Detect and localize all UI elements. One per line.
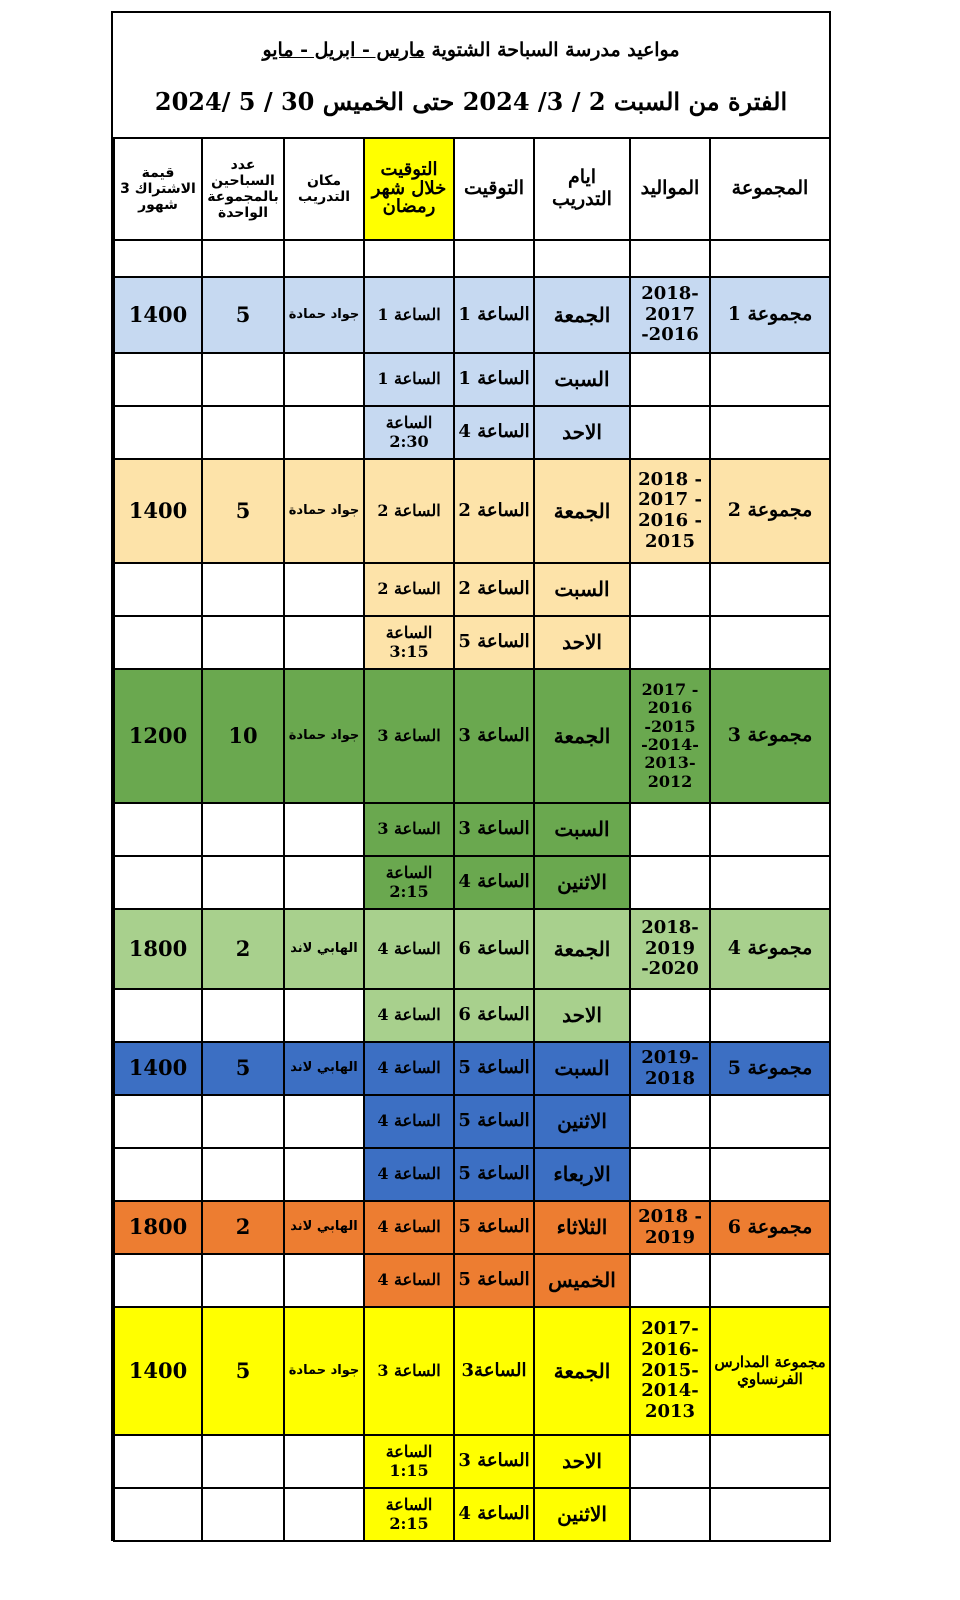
table-row [114, 1488, 830, 1541]
training-place: الهابي لاند [284, 1201, 364, 1254]
ramadan-time: الساعة 3:15 [364, 616, 454, 669]
empty-group-cell [710, 1254, 830, 1307]
ramadan-time: الساعة 4 [364, 1201, 454, 1254]
ramadan-time: الساعة 4 [364, 1254, 454, 1307]
empty-group-cell [710, 1095, 830, 1148]
training-place: جواد حمادة [284, 277, 364, 353]
empty-place-cell [284, 1148, 364, 1201]
ramadan-time: الساعة 4 [364, 909, 454, 989]
ramadan-time: الساعة 4 [364, 989, 454, 1042]
subscription-price: 1400 [114, 459, 202, 563]
swimmer-count: 10 [202, 669, 284, 803]
training-day: الجمعة [534, 1307, 630, 1435]
empty-years-cell [630, 1488, 710, 1541]
group-name: مجموعة 4 [710, 909, 830, 989]
table-row [114, 989, 830, 1042]
table-row [114, 277, 830, 353]
training-day: الجمعة [534, 909, 630, 989]
group-name: مجموعة 2 [710, 459, 830, 563]
training-time: الساعة 1 [454, 353, 534, 406]
group-name: مجموعة 1 [710, 277, 830, 353]
training-place: جواد حمادة [284, 1307, 364, 1435]
training-day: الاحد [534, 406, 630, 459]
spacer-cell [454, 240, 534, 277]
empty-place-cell [284, 1435, 364, 1488]
header-place: مكان التدريب [284, 138, 364, 240]
training-time: الساعة 3 [454, 669, 534, 803]
empty-years-cell [630, 353, 710, 406]
spacer-cell [202, 240, 284, 277]
subscription-price: 1400 [114, 1042, 202, 1095]
empty-years-cell [630, 803, 710, 856]
empty-count-cell [202, 563, 284, 616]
training-day: الاربعاء [534, 1148, 630, 1201]
header-days: ايام التدريب [534, 138, 630, 240]
empty-years-cell [630, 563, 710, 616]
ramadan-time: الساعة 3 [364, 669, 454, 803]
training-day: الاحد [534, 989, 630, 1042]
table-row [114, 1435, 830, 1488]
training-place: جواد حمادة [284, 459, 364, 563]
empty-group-cell [710, 353, 830, 406]
ramadan-time: الساعة 2 [364, 563, 454, 616]
swimmer-count: 5 [202, 277, 284, 353]
swimmer-count: 5 [202, 1307, 284, 1435]
empty-place-cell [284, 1095, 364, 1148]
header-count: عدد السباحين بالمجموعة الواحدة [202, 138, 284, 240]
empty-count-cell [202, 1095, 284, 1148]
subscription-price: 1400 [114, 277, 202, 353]
training-day: الاثنين [534, 1095, 630, 1148]
empty-price-cell [114, 803, 202, 856]
ramadan-time: الساعة 4 [364, 1095, 454, 1148]
empty-group-cell [710, 803, 830, 856]
training-day: الاحد [534, 616, 630, 669]
table-row [114, 1042, 830, 1095]
empty-years-cell [630, 989, 710, 1042]
table-row [114, 909, 830, 989]
training-day: الخميس [534, 1254, 630, 1307]
ramadan-time: الساعة 1 [364, 353, 454, 406]
training-place: جواد حمادة [284, 669, 364, 803]
empty-place-cell [284, 616, 364, 669]
empty-group-cell [710, 616, 830, 669]
birth-years: 2019- 2018 [630, 1042, 710, 1095]
table-row [114, 1307, 830, 1435]
title-line-1 [113, 39, 829, 61]
training-day: الثلاثاء [534, 1201, 630, 1254]
header-ramadan-time: التوقيت خلال شهر رمضان [364, 138, 454, 240]
training-time: الساعة 2 [454, 459, 534, 563]
training-time: الساعة 1 [454, 277, 534, 353]
empty-price-cell [114, 1488, 202, 1541]
ramadan-time: الساعة 1:15 [364, 1435, 454, 1488]
table-row [114, 856, 830, 909]
empty-count-cell [202, 616, 284, 669]
empty-price-cell [114, 563, 202, 616]
spacer-cell [710, 240, 830, 277]
training-time: الساعة 6 [454, 989, 534, 1042]
empty-place-cell [284, 803, 364, 856]
training-time: الساعة3 [454, 1307, 534, 1435]
table-row [114, 803, 830, 856]
training-time: الساعة 6 [454, 909, 534, 989]
table-row [114, 406, 830, 459]
training-time: الساعة 4 [454, 856, 534, 909]
group-name: مجموعة 5 [710, 1042, 830, 1095]
empty-price-cell [114, 989, 202, 1042]
ramadan-time: الساعة 4 [364, 1148, 454, 1201]
training-place: الهابي لاند [284, 909, 364, 989]
ramadan-time: الساعة 3 [364, 1307, 454, 1435]
table-row [114, 1095, 830, 1148]
ramadan-time: الساعة 2:30 [364, 406, 454, 459]
empty-price-cell [114, 1148, 202, 1201]
table-row [114, 459, 830, 563]
ramadan-time: الساعة 4 [364, 1042, 454, 1095]
spacer-cell [534, 240, 630, 277]
training-time: الساعة 3 [454, 1435, 534, 1488]
empty-years-cell [630, 1435, 710, 1488]
empty-years-cell [630, 616, 710, 669]
empty-years-cell [630, 856, 710, 909]
training-day: الاثنين [534, 1488, 630, 1541]
empty-price-cell [114, 856, 202, 909]
spacer-cell [364, 240, 454, 277]
empty-place-cell [284, 563, 364, 616]
ramadan-time: الساعة 2:15 [364, 856, 454, 909]
empty-place-cell [284, 1254, 364, 1307]
subscription-price: 1400 [114, 1307, 202, 1435]
title-prefix: مواعيد مدرسة السباحة الشتوية [424, 39, 680, 61]
empty-count-cell [202, 353, 284, 406]
empty-group-cell [710, 1488, 830, 1541]
empty-group-cell [710, 563, 830, 616]
subscription-price: 1800 [114, 1201, 202, 1254]
table-row [114, 563, 830, 616]
empty-place-cell [284, 989, 364, 1042]
subscription-price: 1800 [114, 909, 202, 989]
swimmer-count: 2 [202, 909, 284, 989]
empty-years-cell [630, 1095, 710, 1148]
empty-price-cell [114, 406, 202, 459]
empty-price-cell [114, 1095, 202, 1148]
empty-place-cell [284, 406, 364, 459]
empty-years-cell [630, 406, 710, 459]
birth-years: 2017- 2016- 2015- 2014- 2013 [630, 1307, 710, 1435]
group-name: مجموعة 3 [710, 669, 830, 803]
empty-count-cell [202, 1148, 284, 1201]
subscription-price: 1200 [114, 669, 202, 803]
birth-years: 2018-2017 -2016 [630, 277, 710, 353]
birth-years: 2017 - 2016 -2015 -2014- 2013- 2012 [630, 669, 710, 803]
spacer-row [114, 240, 830, 277]
training-day: السبت [534, 563, 630, 616]
empty-count-cell [202, 1254, 284, 1307]
empty-place-cell [284, 1488, 364, 1541]
empty-group-cell [710, 406, 830, 459]
table-row [114, 616, 830, 669]
ramadan-time: الساعة 2:15 [364, 1488, 454, 1541]
empty-place-cell [284, 856, 364, 909]
header-time: التوقيت [454, 138, 534, 240]
empty-price-cell [114, 1254, 202, 1307]
empty-group-cell [710, 1148, 830, 1201]
training-time: الساعة 3 [454, 803, 534, 856]
empty-count-cell [202, 989, 284, 1042]
empty-count-cell [202, 856, 284, 909]
table-row [114, 1148, 830, 1201]
ramadan-time: الساعة 3 [364, 803, 454, 856]
empty-years-cell [630, 1254, 710, 1307]
training-day: الجمعة [534, 277, 630, 353]
training-day: الجمعة [534, 669, 630, 803]
header-years: المواليد [630, 138, 710, 240]
training-day: الجمعة [534, 459, 630, 563]
training-time: الساعة 5 [454, 1254, 534, 1307]
training-time: الساعة 4 [454, 406, 534, 459]
swimmer-count: 5 [202, 459, 284, 563]
table-row [114, 1201, 830, 1254]
training-time: الساعة 5 [454, 1201, 534, 1254]
spacer-cell [114, 240, 202, 277]
birth-years: 2018 - 2017 - 2016 - 2015 [630, 459, 710, 563]
group-name: مجموعة 6 [710, 1201, 830, 1254]
training-day: الاثنين [534, 856, 630, 909]
table-row [114, 353, 830, 406]
ramadan-time: الساعة 1 [364, 277, 454, 353]
training-time: الساعة 4 [454, 1488, 534, 1541]
training-day: السبت [534, 803, 630, 856]
empty-count-cell [202, 1435, 284, 1488]
training-day: الاحد [534, 1435, 630, 1488]
empty-count-cell [202, 803, 284, 856]
training-time: الساعة 5 [454, 1095, 534, 1148]
training-time: الساعة 5 [454, 1148, 534, 1201]
header-row [114, 138, 830, 240]
empty-price-cell [114, 616, 202, 669]
title-box [113, 13, 829, 139]
spacer-cell [630, 240, 710, 277]
title-months: مارس - ابريل - مايو [262, 39, 425, 61]
header-price: قيمة الاشتراك 3 شهور [114, 138, 202, 240]
empty-place-cell [284, 353, 364, 406]
training-place: الهابي لاند [284, 1042, 364, 1095]
empty-count-cell [202, 1488, 284, 1541]
empty-years-cell [630, 1148, 710, 1201]
table-row [114, 669, 830, 803]
birth-years: 2018 - 2019 [630, 1201, 710, 1254]
table-row [114, 1254, 830, 1307]
empty-price-cell [114, 1435, 202, 1488]
empty-group-cell [710, 1435, 830, 1488]
training-day: السبت [534, 1042, 630, 1095]
swimmer-count: 5 [202, 1042, 284, 1095]
ramadan-time: الساعة 2 [364, 459, 454, 563]
training-day: السبت [534, 353, 630, 406]
training-time: الساعة 5 [454, 616, 534, 669]
schedule-table [113, 137, 831, 1542]
empty-count-cell [202, 406, 284, 459]
birth-years: 2018- 2019 -2020 [630, 909, 710, 989]
empty-price-cell [114, 353, 202, 406]
training-time: الساعة 2 [454, 563, 534, 616]
swimmer-count: 2 [202, 1201, 284, 1254]
training-time: الساعة 5 [454, 1042, 534, 1095]
schedule-sheet [111, 11, 831, 1541]
empty-group-cell [710, 856, 830, 909]
header-group: المجموعة [710, 138, 830, 240]
empty-group-cell [710, 989, 830, 1042]
title-period: الفترة من السبت 2 / 3/ 2024 حتى الخميس 30 / 5 /2024 [154, 87, 788, 116]
spacer-cell [284, 240, 364, 277]
group-name: مجموعة المدارس الفرنساوي [710, 1307, 830, 1435]
